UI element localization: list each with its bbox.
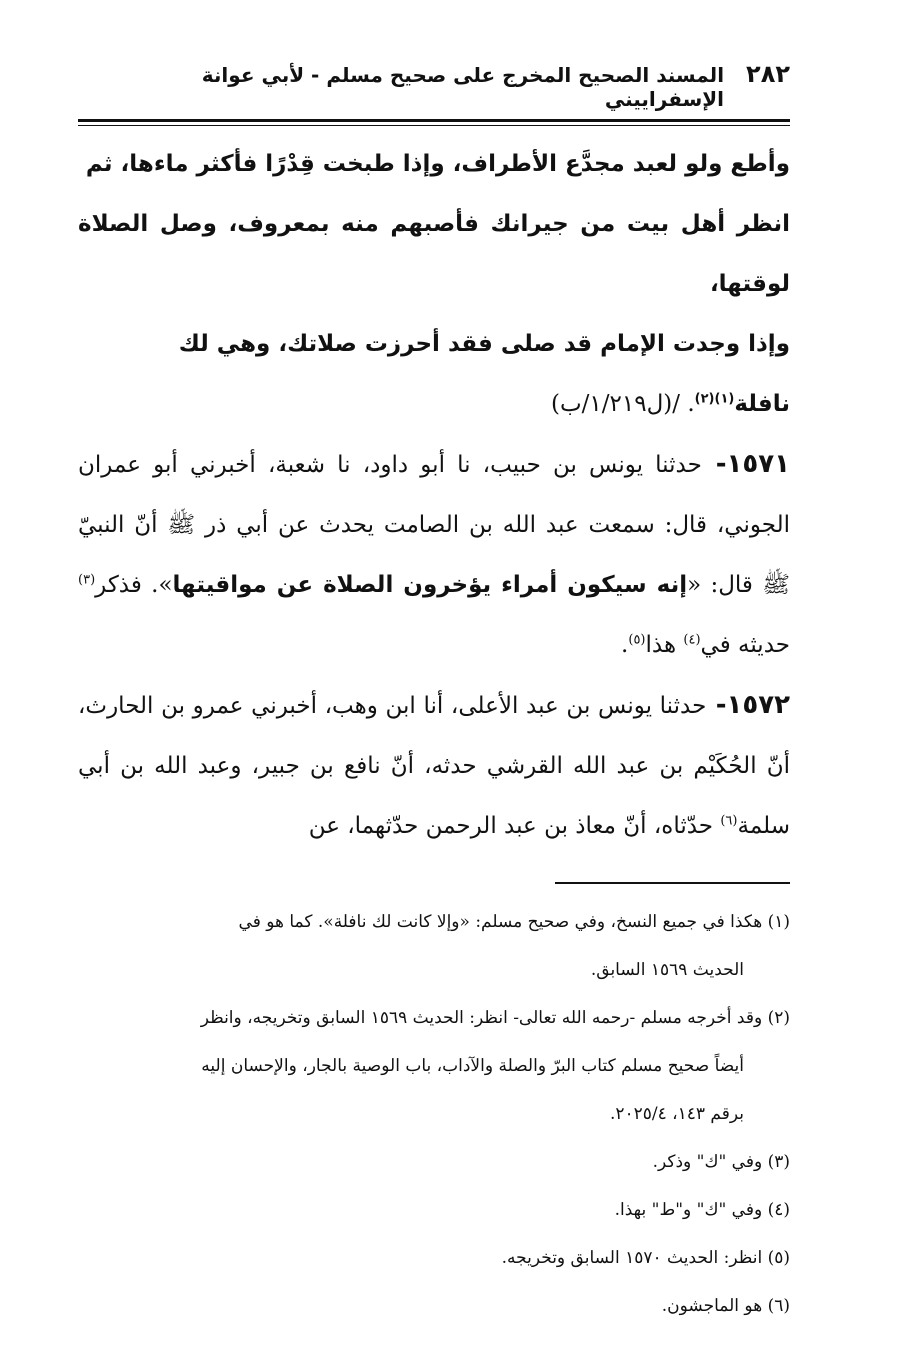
footnote-ref-5: (٥) (628, 632, 646, 648)
running-title: المسند الصحيح المخرج على صحيح مسلم - لأبي عوانة الإسفراييني (201, 63, 725, 111)
running-header (78, 60, 790, 117)
footnotes (78, 898, 790, 1330)
footnote-1-line-2: الحديث ١٥٦٩ السابق. (590, 960, 744, 980)
hadith-number-1571: ١٥٧١ (726, 449, 791, 479)
intro-line-3: وإذا وجدت الإمام قد صلى فقد أحرزت صلاتك، وهي لك (178, 331, 790, 357)
hadith-1571-end: . (621, 632, 629, 658)
intro-line-2: انظر أهل بيت من جيرانك فأصبهم منه بمعروف، وصل الصلاة لوقتها، (78, 211, 790, 297)
header-rule-thin (78, 125, 790, 126)
hadith-1571-isnad: حدثنا يونس بن حبيب، نا أبو داود، نا شعبة، أخبرني أبو عمران الجوني، قال: سمعت عبد الله بن الصامت يحدث عن أبي ذر ﷺ أنّ النبيّ ﷺ قال: « (78, 452, 790, 598)
footnote-6: (٦) هو الماجشون. (661, 1296, 790, 1316)
hadith-1571-matn: إنه سيكون أمراء يؤخرون الصلاة عن مواقيتها (172, 572, 688, 598)
footnote-ref-6: (٦) (720, 813, 738, 829)
hadith-1572-isnad: حدثنا يونس بن عبد الأعلى، أنا ابن وهب، أخبرني عمرو بن الحارث، أنّ الحُكَيْم بن عبد الله القرشي حدثه، أنّ نافع بن جبير، وعبد الله بن أبي سلمة (78, 693, 790, 839)
hadith-dash: - (701, 449, 727, 479)
footnote-1-line-1: (١) هكذا في جميع النسخ، وفي صحيح مسلم: «وإلا كانت لك نافلة». كما هو في (238, 912, 790, 932)
footnote-2-line-3: برقم ١٤٣، ٢٠٢٥/٤. (609, 1104, 744, 1124)
hadith-number-1572: ١٥٧٢ (726, 690, 790, 720)
footnote-ref-3: (٣) (78, 572, 96, 588)
footnote-2-line-1: (٢) وقد أخرجه مسلم -رحمه الله تعالى- انظر: الحديث ١٥٦٩ السابق وتخريجه، وانظر (200, 1008, 790, 1028)
hadith-1572 (78, 675, 790, 856)
footnote-2 (78, 994, 790, 1138)
hadith-1571-after: ». فذكر (95, 572, 173, 598)
footnote-3: (٣) وفي "ك" وذكر. (652, 1152, 790, 1172)
book-page (78, 60, 790, 1330)
hadith-dash: - (706, 690, 727, 720)
manuscript-ref: . /(ل١/٢١٩/ب) (551, 391, 695, 417)
hadith-1572-continued: حدّثاه، أنّ معاذ بن عبد الرحمن حدّثهما، عن (308, 813, 721, 839)
intro-line-1: وأطع ولو لعبد مجدَّع الأطراف، وإذا طبخت قِدْرًا فأكثر ماءها، ثم (85, 151, 790, 177)
footnote-1 (78, 898, 790, 994)
footnote-ref-1-2: (١)(٢) (694, 391, 735, 407)
hadith-1571-text: حديثه في (700, 632, 790, 658)
footnote-ref-4: (٤) (683, 632, 701, 648)
hadith-1571 (78, 434, 790, 675)
footnote-4: (٤) وفي "ك" و"ط" بهذا. (614, 1200, 790, 1220)
header-rule-thick (78, 119, 790, 122)
hadith-1571-hatha: هذا (645, 632, 684, 658)
footnote-divider (555, 882, 790, 884)
nafila-word: نافلة (734, 391, 790, 417)
footnote-5: (٥) انظر: الحديث ١٥٧٠ السابق وتخريجه. (501, 1248, 790, 1268)
footnote-2-line-2: أيضاً صحيح مسلم كتاب البرّ والصلة والآداب، باب الوصية بالجار، والإحسان إليه (201, 1056, 744, 1076)
page-number: ٢٨٢ (746, 60, 790, 88)
intro-paragraph (78, 134, 790, 434)
intro-line-4 (78, 374, 790, 434)
